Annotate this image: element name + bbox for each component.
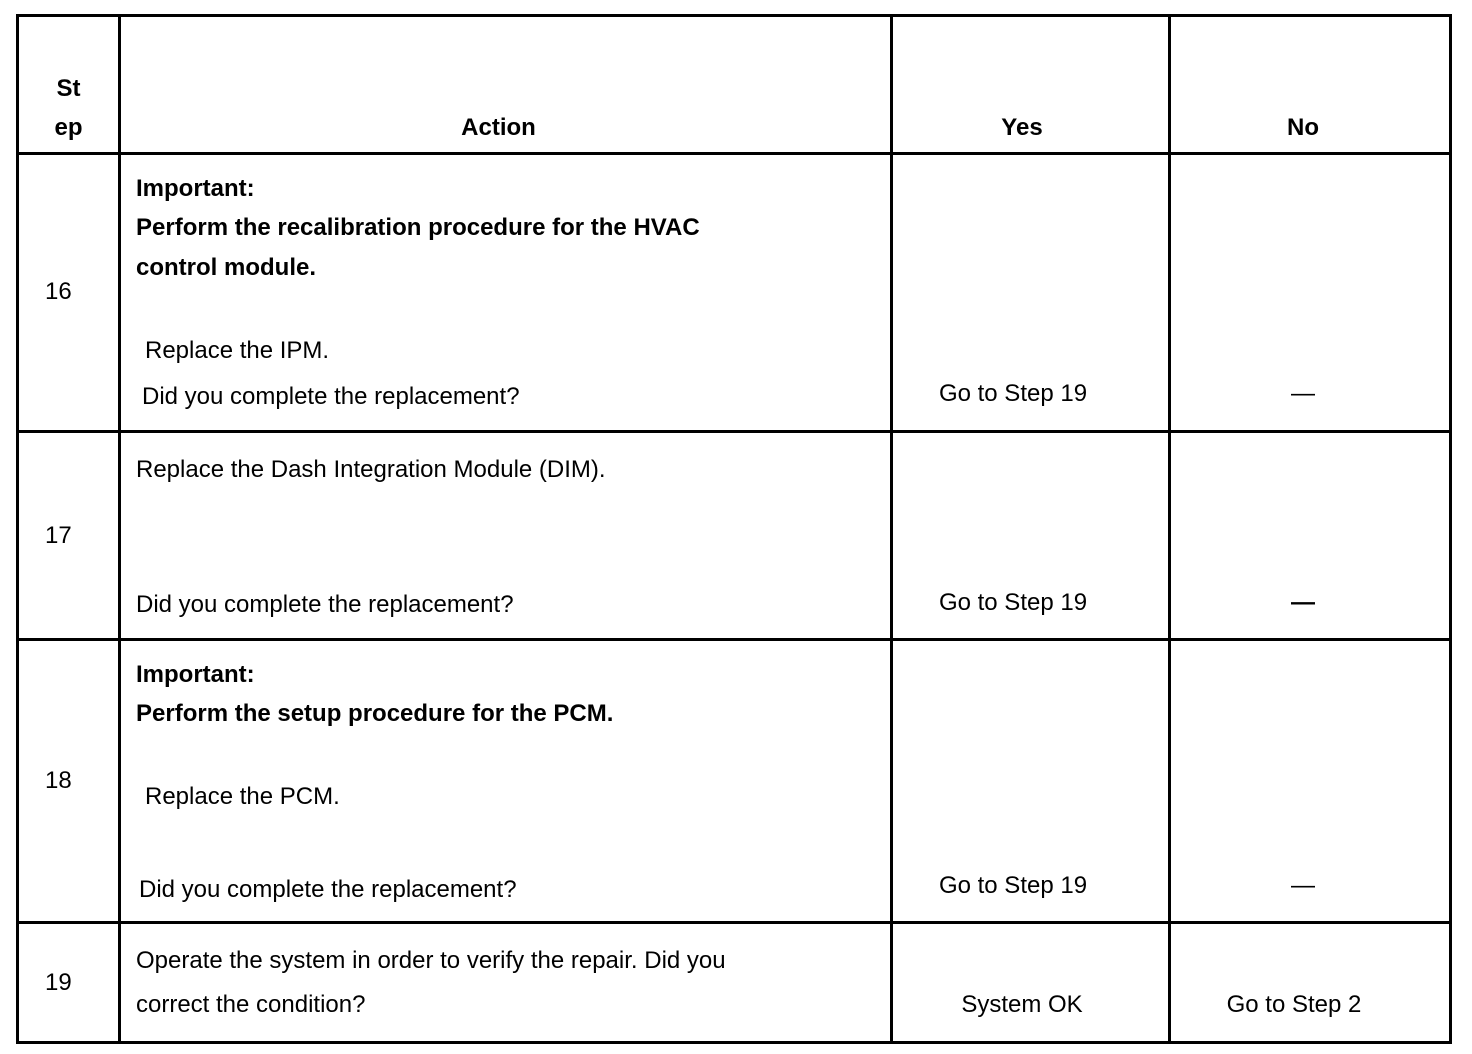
important-note-line1: Perform the recalibration procedure for the HVAC — [136, 214, 700, 241]
step-number: 16 — [45, 278, 72, 305]
yes-result: Go to Step 19 — [938, 872, 1088, 899]
row-16-bottom-rule — [16, 430, 1452, 433]
important-label: Important: — [136, 175, 255, 202]
table-border-left — [16, 14, 19, 1044]
yes-result: Go to Step 19 — [938, 589, 1088, 616]
no-result: Go to Step 2 — [1226, 991, 1362, 1018]
step-number: 17 — [45, 522, 72, 549]
action-instruction: Replace the PCM. — [145, 783, 340, 810]
header-action: Action — [461, 114, 536, 141]
table-border-right — [1449, 14, 1452, 1044]
action-instruction: Replace the Dash Integration Module (DIM). — [136, 456, 606, 483]
important-label: Important: — [136, 661, 255, 688]
important-note-line2: control module. — [136, 254, 316, 281]
row-17-bottom-rule — [16, 638, 1452, 641]
header-bottom-rule — [16, 152, 1452, 155]
yes-result: Go to Step 19 — [938, 380, 1088, 407]
step-number: 19 — [45, 969, 72, 996]
table-border-top — [16, 14, 1452, 17]
yes-result: System OK — [961, 991, 1083, 1018]
no-result: — — [1291, 589, 1315, 616]
header-step-line2: ep — [54, 114, 83, 141]
action-question-line1: Operate the system in order to verify the repair. Did you — [136, 947, 726, 974]
no-result: — — [1291, 380, 1315, 407]
table-border-bottom — [16, 1041, 1452, 1044]
header-step-line1: St — [56, 75, 81, 102]
header-yes: Yes — [1001, 114, 1043, 141]
action-question: Did you complete the replacement? — [136, 591, 514, 618]
header-no: No — [1287, 114, 1319, 141]
step-number: 18 — [45, 767, 72, 794]
step-column-rule — [118, 14, 121, 1044]
action-question-line2: correct the condition? — [136, 991, 366, 1018]
action-question: Did you complete the replacement? — [142, 383, 520, 410]
no-result: — — [1291, 872, 1315, 899]
action-question: Did you complete the replacement? — [139, 876, 517, 903]
row-18-bottom-rule — [16, 921, 1452, 924]
action-instruction: Replace the IPM. — [145, 337, 330, 364]
important-note-line1: Perform the setup procedure for the PCM. — [136, 700, 614, 727]
